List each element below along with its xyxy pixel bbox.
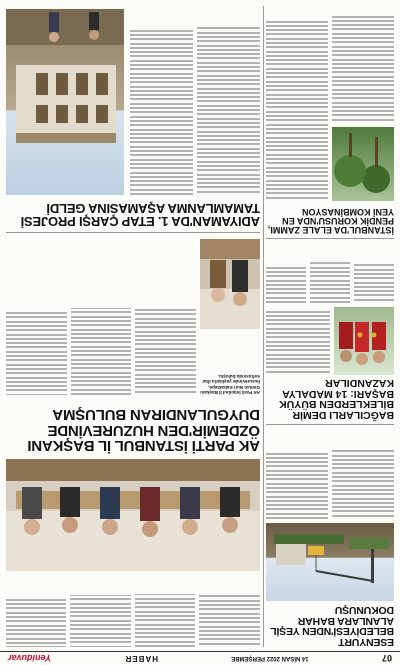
adiyaman-headline: ADIYAMAN'DA 1. ETAP ÇARŞI PROJESİ TAMAMLANMA AŞAMASINA GELDİ [20,200,260,229]
istanbul-rent-body [266,1,328,201]
ak-parti-headline: AK PARTİ İSTANBUL İL BAŞKANI ÖZDEMİR'DEN HUZUREVİNDE DUYGULANDIRAN BULUŞMA [27,406,260,454]
adiyaman-article [6,202,260,234]
esenyurt-body [266,433,394,519]
trees-photo [332,127,394,201]
upper-body-text [6,577,260,647]
elderly-visit-photo [200,239,260,329]
column-divider [263,6,264,647]
bagcilar-article [266,377,394,425]
istanbul-rent-headline: İSTANBUL'DA ELALE ZAMMI, PENDİK KORUSU'NDA EN YENİ KOMBİNASYON [267,206,394,235]
bagcilar-headline: BAĞCILARLI DEMİR BİLEKLERDEN BÜYÜK BAŞARI: 14 MADALYA KAZANDILAR [279,376,394,421]
medal-team-photo [334,307,394,375]
page-number: 07 [381,653,392,664]
newspaper-logo: Yeniduvar [8,653,52,664]
esenyurt-article [266,604,394,647]
ak-parti-article [6,407,260,453]
esenyurt-headline: ESENYURT BELEDİYESİ'NDEN YEŞİL ALANLARA BAHAR DOKUNUŞU [270,603,394,648]
right-column [6,6,260,647]
issue-date: 14 NİSAN 2022 PERŞEMBE [231,655,309,662]
meeting-photo [6,459,260,571]
bagcilar-body [266,307,330,375]
section-label: HABER [124,654,158,663]
istanbul-rent-body-2 [332,1,394,123]
left-column [266,6,394,647]
adiyaman-body [130,9,260,195]
crane-photo [266,523,394,601]
istanbul-rent-article [266,206,394,239]
bagcilar-body-2 [266,245,394,303]
page-header [0,651,400,665]
ak-parti-body [6,293,196,395]
bazaar-project-photo [6,9,124,195]
ak-parti-lead: AK Parti İstanbul İl Başkanı Osman Nuri Kabaktepe, huzurevinde yaşlılarla iftar sofrasında buluştu. [200,373,260,395]
